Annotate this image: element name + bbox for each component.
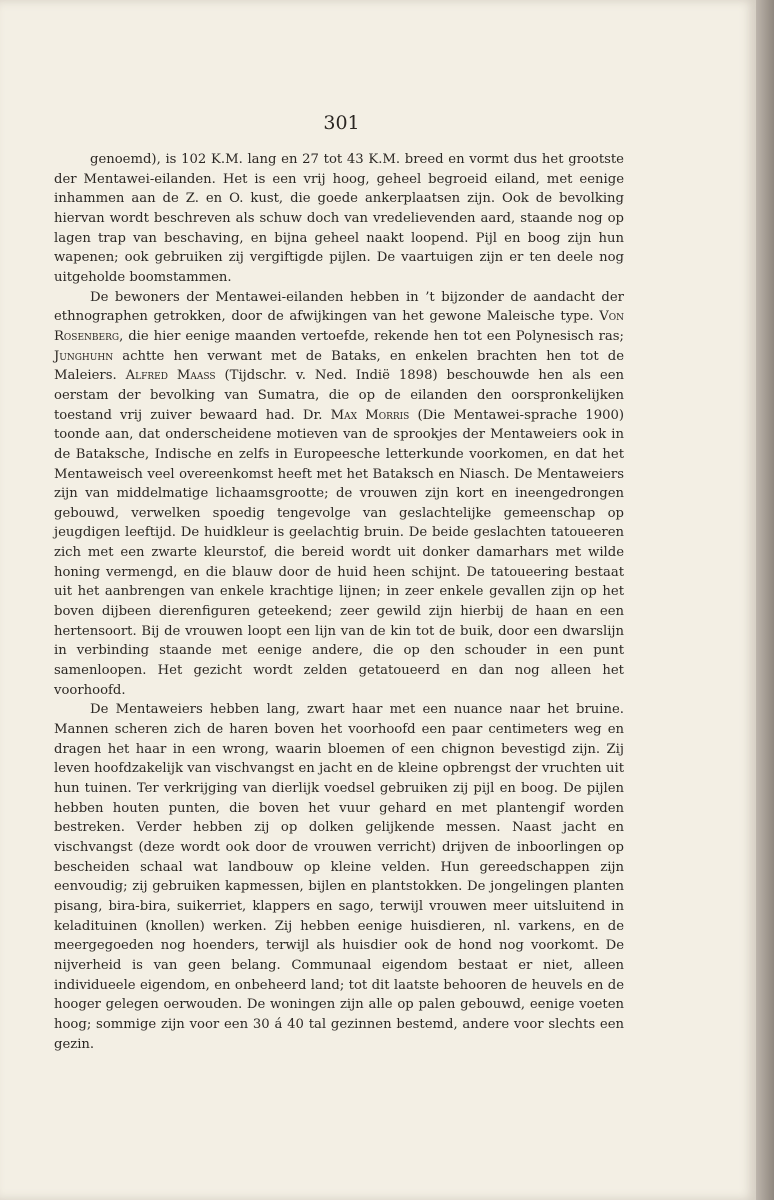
text-segment: De bewoners der Mentawei-eilanden hebben in ’t bijzonder de aandacht der ethnographen getrokken, door de afwijkingen van het gewone Maleische type. bbox=[54, 289, 624, 325]
text-segment: (Tijdschr. v. Ned. Indië 1898) beschouwde hen als een oerstam der bevolking van Sumatra, die op de eilanden den oorspronkelijken toestand vrij zuiver bewaard had. Dr. bbox=[54, 368, 624, 423]
text-segment: , die hier eenige maanden vertoefde, rekende hen tot een Polynesisch ras; bbox=[119, 328, 624, 344]
author-name: Junghuhn bbox=[54, 348, 114, 364]
text-segment: achtte hen verwant met de Bataks, en enkelen brachten hen tot de Maleiers. bbox=[54, 348, 624, 384]
page-edge bbox=[756, 0, 774, 1200]
page-number: 301 bbox=[323, 112, 360, 134]
paragraph bbox=[54, 700, 624, 1054]
author-name: Von Rosenberg bbox=[54, 309, 624, 344]
body-text bbox=[54, 150, 624, 1054]
paragraph bbox=[54, 288, 624, 701]
author-name: Max Morris bbox=[330, 407, 410, 423]
paragraph bbox=[54, 150, 624, 288]
text-segment: De Mentaweiers hebben lang, zwart haar met een nuance naar het bruine. Mannen scheren zich de haren boven het voorhoofd een paar centimeters weg en dragen het haar in een wrong, waarin bloemen of een chignon bevestigd zijn. Zij leven hoofdzakelijk van vischvangst en jacht en de kleine opbrengst der vruchten uit hun tuinen. Ter verkrijging van dierlijk voedsel gebruiken zij pijl en boog. De pijlen hebben houten punten, die boven het vuur gehard en met plantengif worden bestreken. Verder hebben zij op dolken gelijkende messen. Naast jacht en vischvangst (deze wordt ook door de vrouwen verricht) drijven de inboorlingen op bescheiden schaal wat landbouw op kleine velden. Hun gereedschappen zijn eenvoudig; zij gebruiken kapmessen, bijlen en plantstokken. De jongelingen planten pisang, bira-bira, suikerriet, klappers en sago, terwijl vrouwen meer uitsluitend in keladituinen (knollen) werken. Zij hebben eenige huisdieren, nl. varkens, en de meergegoeden nog hoenders, terwijl als huisdier ook de hond nog voorkomt. De nijverheid is van geen belang. Communaal eigendom bestaat er niet, alleen individueele eigendom, en onbeheerd land; tot dit laatste behooren de heuvels en de hooger gelegen oerwouden. De woningen zijn alle op palen gebouwd, eenige voeten hoog; sommige zijn voor een 30 á 40 tal gezinnen bestemd, andere voor slechts een gezin. bbox=[54, 702, 624, 1052]
text-segment: genoemd), is 102 K.M. lang en 27 tot 43 K.M. breed en vormt dus het grootste der Mentawei-eilanden. Het is een vrij hoog, geheel begroeid eiland, met eenige inhammen aan de Z. en O. kust, die goede ankerplaatsen zijn. Ook de bevolking hiervan wordt beschreven als schuw doch van vredelievenden aard, staande nog op lagen trap van beschaving, en bijna geheel naakt loopend. Pijl en boog zijn hun wapenen; ook gebruiken zij vergiftigde pijlen. De vaartuigen zijn er ten deele nog uitgeholde boomstammen. bbox=[54, 152, 624, 285]
author-name: Alfred Maass bbox=[125, 368, 216, 384]
text-segment: (Die Mentawei-sprache 1900) toonde aan, dat onderscheidene motieven van de sprookjes der Mentaweiers ook in de Bataksche, Indische en zelfs in Europeesche letterkunde voorkomen, en dat het Mentaweisch veel overeenkomst heeft met het Bataksch en Niasch. De Mentaweiers zijn van middelmatige lichaamsgrootte; de vrouwen zijn kort en ineengedrongen gebouwd, verwelken spoedig tengevolge van geslachtelijke gemeenschap op jeugdigen leeftijd. De huidkleur is geelachtig bruin. De beide geslachten tatoueeren zich met een zwarte kleurstof, die bereid wordt uit donker damarhars met wilde honing vermengd, en die blauw door de huid heen schijnt. De tatoueering bestaat uit het aanbrengen van enkele krachtige lijnen; in zeer enkele gevallen zijn op het boven dijbeen dierenfiguren geteekend; zeer gewild zijn hierbij de haan en een hertensoort. Bij de vrouwen loopt een lijn van de kin tot de buik, door een dwarslijn in verbinding staande met eenige andere, die op den schouder in een punt samenloopen. Het gezicht wordt zelden getatoueerd en dan nog alleen het voorhoofd. bbox=[54, 407, 625, 698]
